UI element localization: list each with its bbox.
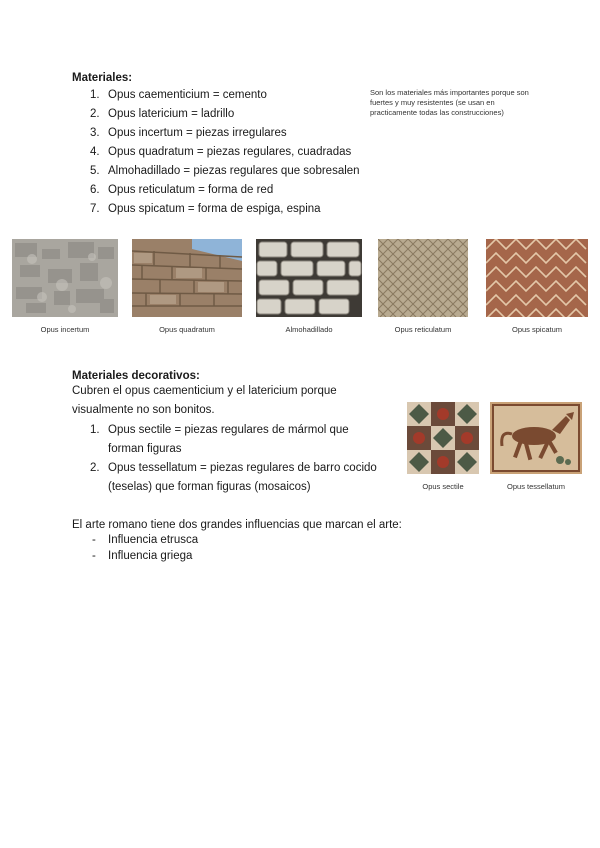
almohadillado-image bbox=[256, 239, 362, 317]
list-item: 3. Opus incertum = piezas irregulares bbox=[90, 127, 287, 139]
caption-opus-reticulatum: Opus reticulatum bbox=[394, 325, 452, 334]
list-item: 4. Opus quadratum = piezas regulares, cuadradas bbox=[90, 146, 352, 158]
decorativos-list bbox=[72, 421, 384, 497]
caption-opus-incertum: Opus incertum bbox=[40, 325, 90, 334]
caption-almohadillado: Almohadillado bbox=[285, 325, 333, 334]
opus-spicatum-image bbox=[486, 239, 588, 317]
caption-opus-spicatum: Opus spicatum bbox=[511, 325, 563, 334]
list-item: 2. Opus tessellatum = piezas regulares de barro cocido (teselas) que forman figuras (mosaicos) bbox=[90, 462, 377, 493]
decorativos-intro: Cubren el opus caementicium y el latericium porque visualmente no son bonitos. bbox=[72, 385, 337, 416]
list-item: 2. Opus latericium = ladrillo bbox=[90, 108, 235, 120]
list-item: 6. Opus reticulatum = forma de red bbox=[90, 184, 274, 196]
materiales-heading: Materiales: bbox=[72, 72, 133, 84]
materiales-list bbox=[72, 86, 372, 219]
list-item: 1. Opus caementicium = cemento bbox=[90, 89, 267, 101]
opus-sectile-image bbox=[407, 402, 479, 474]
influencias-list bbox=[72, 532, 372, 564]
side-note: Son los materiales más importantes porque son fuertes y muy resistentes (se usan en practicamente todas las construcciones) bbox=[370, 88, 529, 117]
list-item: 1. Opus sectile = piezas regulares de mármol que forman figuras bbox=[90, 424, 349, 455]
opus-incertum-image bbox=[12, 239, 118, 317]
decorativos-heading: Materiales decorativos: bbox=[72, 370, 200, 382]
opus-quadratum-image bbox=[132, 239, 242, 317]
caption-opus-tessellatum: Opus tessellatum bbox=[507, 482, 565, 491]
list-item: - Influencia griega bbox=[92, 550, 193, 562]
influencias-intro: El arte romano tiene dos grandes influencias que marcan el arte: bbox=[72, 519, 402, 531]
list-item: 5. Almohadillado = piezas regulares que sobresalen bbox=[90, 165, 360, 177]
list-item: 7. Opus spicatum = forma de espiga, espina bbox=[90, 203, 321, 215]
caption-opus-quadratum: Opus quadratum bbox=[159, 325, 215, 334]
opus-reticulatum-image bbox=[378, 239, 468, 317]
caption-opus-sectile: Opus sectile bbox=[422, 482, 464, 491]
opus-tessellatum-image bbox=[490, 402, 582, 474]
list-item: - Influencia etrusca bbox=[92, 534, 199, 546]
